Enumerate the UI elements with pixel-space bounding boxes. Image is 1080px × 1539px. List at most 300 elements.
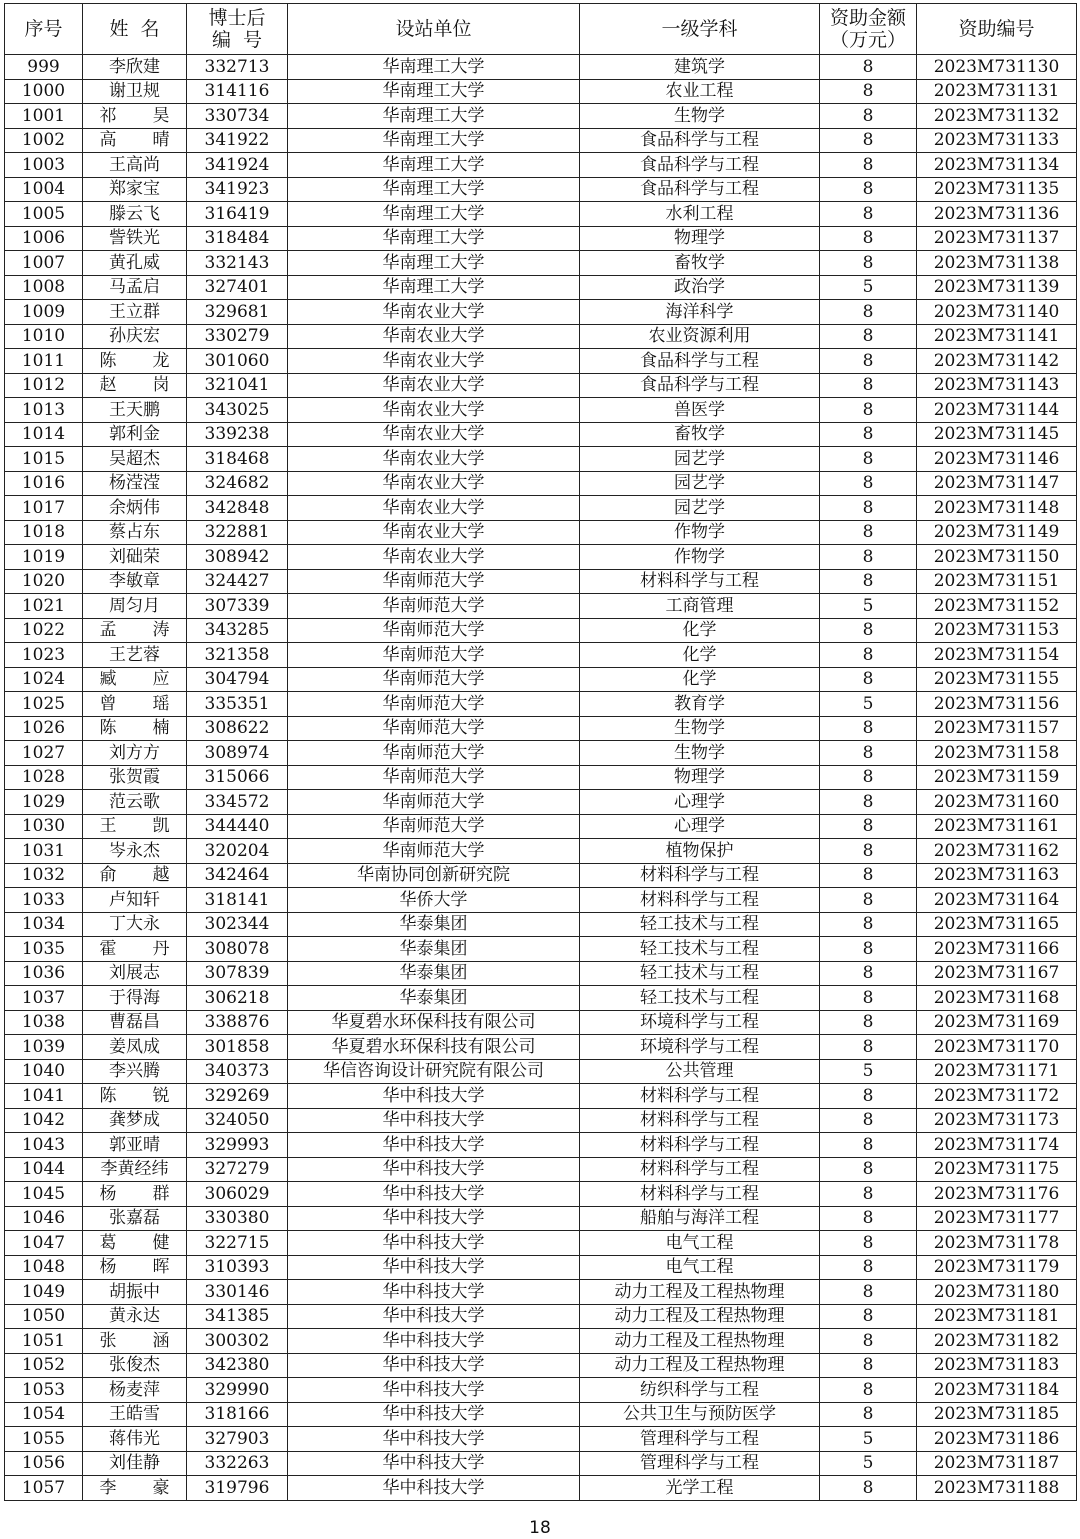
cell-postdoc-id: 341385 — [187, 1304, 288, 1329]
cell-discipline: 教育学 — [580, 692, 820, 717]
cell-discipline: 材料科学与工程 — [580, 1157, 820, 1182]
cell-name: 高 晴 — [83, 128, 187, 153]
cell-grant-no: 2023M731167 — [917, 961, 1077, 986]
cell-name: 王艺蓉 — [83, 643, 187, 668]
cell-unit: 华南理工大学 — [288, 79, 580, 104]
table-row — [5, 1402, 1077, 1427]
table-row — [5, 398, 1077, 423]
cell-amount: 8 — [820, 1182, 917, 1207]
cell-seq: 1020 — [5, 569, 83, 594]
cell-name: 刘佳静 — [83, 1451, 187, 1476]
cell-unit: 华南农业大学 — [288, 471, 580, 496]
cell-seq: 1057 — [5, 1476, 83, 1501]
cell-name: 王高尚 — [83, 153, 187, 178]
cell-unit: 华南师范大学 — [288, 667, 580, 692]
cell-seq: 1000 — [5, 79, 83, 104]
cell-name: 杨 晖 — [83, 1255, 187, 1280]
cell-name: 张嘉磊 — [83, 1206, 187, 1231]
cell-name: 俞 越 — [83, 863, 187, 888]
cell-postdoc-id: 341924 — [187, 153, 288, 178]
table-row — [5, 496, 1077, 521]
cell-grant-no: 2023M731143 — [917, 373, 1077, 398]
cell-discipline: 环境科学与工程 — [580, 1035, 820, 1060]
cell-discipline: 光学工程 — [580, 1476, 820, 1501]
cell-unit: 华南师范大学 — [288, 765, 580, 790]
cell-amount: 8 — [820, 128, 917, 153]
cell-amount: 5 — [820, 1059, 917, 1084]
cell-amount: 8 — [820, 1084, 917, 1109]
cell-postdoc-id: 339238 — [187, 422, 288, 447]
cell-seq: 1023 — [5, 643, 83, 668]
cell-discipline: 材料科学与工程 — [580, 1084, 820, 1109]
cell-grant-no: 2023M731153 — [917, 618, 1077, 643]
table-body — [5, 55, 1077, 1501]
cell-amount: 8 — [820, 790, 917, 815]
table-row — [5, 1157, 1077, 1182]
cell-amount: 5 — [820, 692, 917, 717]
header-grant-no: 资助编号 — [917, 4, 1077, 55]
cell-name: 张 涵 — [83, 1329, 187, 1354]
table-row — [5, 1353, 1077, 1378]
cell-discipline: 公共管理 — [580, 1059, 820, 1084]
cell-amount: 8 — [820, 1329, 917, 1354]
cell-postdoc-id: 327401 — [187, 275, 288, 300]
cell-seq: 1028 — [5, 765, 83, 790]
cell-name: 祁 昊 — [83, 104, 187, 129]
cell-postdoc-id: 318484 — [187, 226, 288, 251]
cell-name: 黄孔威 — [83, 251, 187, 276]
cell-name: 陈 楠 — [83, 716, 187, 741]
table-header-row — [5, 4, 1077, 55]
cell-seq: 1048 — [5, 1255, 83, 1280]
cell-grant-no: 2023M731141 — [917, 324, 1077, 349]
cell-unit: 华中科技大学 — [288, 1084, 580, 1109]
cell-amount: 8 — [820, 373, 917, 398]
cell-postdoc-id: 329990 — [187, 1378, 288, 1403]
cell-unit: 华南理工大学 — [288, 55, 580, 80]
cell-seq: 1049 — [5, 1280, 83, 1305]
cell-name: 霍 丹 — [83, 937, 187, 962]
table-row — [5, 202, 1077, 227]
table-row — [5, 937, 1077, 962]
cell-discipline: 管理科学与工程 — [580, 1451, 820, 1476]
cell-amount: 8 — [820, 349, 917, 374]
cell-amount: 8 — [820, 300, 917, 325]
cell-amount: 8 — [820, 863, 917, 888]
cell-grant-no: 2023M731182 — [917, 1329, 1077, 1354]
cell-discipline: 水利工程 — [580, 202, 820, 227]
cell-postdoc-id: 308942 — [187, 545, 288, 570]
header-postdoc-id-line2: 编 号 — [211, 29, 263, 51]
cell-unit: 华信咨询设计研究院有限公司 — [288, 1059, 580, 1084]
cell-postdoc-id: 330279 — [187, 324, 288, 349]
cell-name: 杨麦萍 — [83, 1378, 187, 1403]
cell-amount: 8 — [820, 153, 917, 178]
cell-seq: 1037 — [5, 986, 83, 1011]
cell-unit: 华中科技大学 — [288, 1108, 580, 1133]
cell-discipline: 轻工技术与工程 — [580, 986, 820, 1011]
cell-postdoc-id: 342464 — [187, 863, 288, 888]
cell-unit: 华南农业大学 — [288, 324, 580, 349]
cell-postdoc-id: 329269 — [187, 1084, 288, 1109]
cell-grant-no: 2023M731168 — [917, 986, 1077, 1011]
cell-postdoc-id: 307339 — [187, 594, 288, 619]
cell-grant-no: 2023M731174 — [917, 1133, 1077, 1158]
cell-amount: 8 — [820, 471, 917, 496]
cell-amount: 8 — [820, 202, 917, 227]
cell-discipline: 物理学 — [580, 226, 820, 251]
cell-grant-no: 2023M731166 — [917, 937, 1077, 962]
table-row — [5, 1255, 1077, 1280]
cell-amount: 8 — [820, 79, 917, 104]
cell-amount: 8 — [820, 447, 917, 472]
cell-discipline: 生物学 — [580, 741, 820, 766]
cell-unit: 华南农业大学 — [288, 422, 580, 447]
cell-seq: 1004 — [5, 177, 83, 202]
cell-seq: 1033 — [5, 888, 83, 913]
cell-discipline: 食品科学与工程 — [580, 153, 820, 178]
cell-grant-no: 2023M731169 — [917, 1010, 1077, 1035]
cell-seq: 1001 — [5, 104, 83, 129]
cell-discipline: 动力工程及工程热物理 — [580, 1353, 820, 1378]
cell-unit: 华中科技大学 — [288, 1231, 580, 1256]
cell-name: 于得海 — [83, 986, 187, 1011]
cell-seq: 1047 — [5, 1231, 83, 1256]
table-row — [5, 275, 1077, 300]
cell-postdoc-id: 338876 — [187, 1010, 288, 1035]
cell-grant-no: 2023M731130 — [917, 55, 1077, 80]
cell-discipline: 食品科学与工程 — [580, 349, 820, 374]
cell-name: 王皓雪 — [83, 1402, 187, 1427]
cell-discipline: 政治学 — [580, 275, 820, 300]
cell-unit: 华泰集团 — [288, 961, 580, 986]
cell-discipline: 海洋科学 — [580, 300, 820, 325]
table-row — [5, 153, 1077, 178]
cell-unit: 华南农业大学 — [288, 300, 580, 325]
cell-grant-no: 2023M731173 — [917, 1108, 1077, 1133]
cell-postdoc-id: 321041 — [187, 373, 288, 398]
cell-discipline: 纺织科学与工程 — [580, 1378, 820, 1403]
cell-discipline: 环境科学与工程 — [580, 1010, 820, 1035]
cell-discipline: 材料科学与工程 — [580, 863, 820, 888]
cell-postdoc-id: 327903 — [187, 1427, 288, 1452]
header-amount-line1: 资助金额 — [829, 7, 906, 29]
cell-grant-no: 2023M731178 — [917, 1231, 1077, 1256]
cell-unit: 华南理工大学 — [288, 153, 580, 178]
cell-name: 姜凤成 — [83, 1035, 187, 1060]
cell-seq: 1005 — [5, 202, 83, 227]
cell-discipline: 植物保护 — [580, 839, 820, 864]
cell-discipline: 公共卫生与预防医学 — [580, 1402, 820, 1427]
cell-name: 滕云飞 — [83, 202, 187, 227]
cell-grant-no: 2023M731147 — [917, 471, 1077, 496]
cell-grant-no: 2023M731156 — [917, 692, 1077, 717]
table-row — [5, 1133, 1077, 1158]
cell-grant-no: 2023M731179 — [917, 1255, 1077, 1280]
header-discipline: 一级学科 — [580, 4, 820, 55]
table-row — [5, 373, 1077, 398]
cell-postdoc-id: 306029 — [187, 1182, 288, 1207]
table-row — [5, 667, 1077, 692]
cell-name: 李兴腾 — [83, 1059, 187, 1084]
cell-name: 王天鹏 — [83, 398, 187, 423]
cell-grant-no: 2023M731148 — [917, 496, 1077, 521]
table-row — [5, 814, 1077, 839]
cell-seq: 1015 — [5, 447, 83, 472]
cell-seq: 1013 — [5, 398, 83, 423]
cell-grant-no: 2023M731149 — [917, 520, 1077, 545]
cell-discipline: 材料科学与工程 — [580, 888, 820, 913]
cell-seq: 1025 — [5, 692, 83, 717]
cell-grant-no: 2023M731170 — [917, 1035, 1077, 1060]
cell-unit: 华南理工大学 — [288, 226, 580, 251]
cell-name: 曾 瑶 — [83, 692, 187, 717]
cell-name: 訾铁光 — [83, 226, 187, 251]
cell-seq: 1050 — [5, 1304, 83, 1329]
cell-grant-no: 2023M731132 — [917, 104, 1077, 129]
cell-amount: 8 — [820, 324, 917, 349]
cell-amount: 8 — [820, 1108, 917, 1133]
cell-unit: 华南师范大学 — [288, 839, 580, 864]
cell-seq: 1021 — [5, 594, 83, 619]
cell-amount: 8 — [820, 1402, 917, 1427]
table-row — [5, 888, 1077, 913]
cell-postdoc-id: 318141 — [187, 888, 288, 913]
cell-postdoc-id: 343025 — [187, 398, 288, 423]
cell-discipline: 材料科学与工程 — [580, 1133, 820, 1158]
cell-grant-no: 2023M731186 — [917, 1427, 1077, 1452]
cell-name: 孟 涛 — [83, 618, 187, 643]
cell-seq: 1044 — [5, 1157, 83, 1182]
table-row — [5, 839, 1077, 864]
cell-amount: 8 — [820, 226, 917, 251]
table-row — [5, 1451, 1077, 1476]
cell-seq: 1041 — [5, 1084, 83, 1109]
cell-amount: 8 — [820, 1280, 917, 1305]
cell-amount: 8 — [820, 912, 917, 937]
cell-name: 杨滢滢 — [83, 471, 187, 496]
cell-postdoc-id: 343285 — [187, 618, 288, 643]
cell-name: 陈 龙 — [83, 349, 187, 374]
cell-amount: 8 — [820, 1353, 917, 1378]
cell-unit: 华南师范大学 — [288, 716, 580, 741]
cell-amount: 8 — [820, 55, 917, 80]
cell-postdoc-id: 300302 — [187, 1329, 288, 1354]
table-row — [5, 618, 1077, 643]
funding-list-table — [4, 3, 1077, 1501]
table-row — [5, 1010, 1077, 1035]
cell-name: 孙庆宏 — [83, 324, 187, 349]
cell-discipline: 园艺学 — [580, 471, 820, 496]
table-row — [5, 692, 1077, 717]
cell-amount: 5 — [820, 594, 917, 619]
cell-seq: 1036 — [5, 961, 83, 986]
table-row — [5, 520, 1077, 545]
cell-discipline: 畜牧学 — [580, 422, 820, 447]
cell-grant-no: 2023M731154 — [917, 643, 1077, 668]
cell-postdoc-id: 301858 — [187, 1035, 288, 1060]
cell-amount: 8 — [820, 961, 917, 986]
cell-postdoc-id: 315066 — [187, 765, 288, 790]
cell-discipline: 心理学 — [580, 814, 820, 839]
cell-grant-no: 2023M731163 — [917, 863, 1077, 888]
cell-postdoc-id: 329681 — [187, 300, 288, 325]
cell-postdoc-id: 307839 — [187, 961, 288, 986]
cell-seq: 1054 — [5, 1402, 83, 1427]
cell-name: 卢知轩 — [83, 888, 187, 913]
table-row — [5, 79, 1077, 104]
cell-name: 郭亚晴 — [83, 1133, 187, 1158]
table-row — [5, 1108, 1077, 1133]
cell-unit: 华南理工大学 — [288, 104, 580, 129]
table-row — [5, 961, 1077, 986]
cell-seq: 1006 — [5, 226, 83, 251]
cell-amount: 8 — [820, 716, 917, 741]
header-seq: 序号 — [5, 4, 83, 55]
cell-discipline: 电气工程 — [580, 1255, 820, 1280]
cell-name: 曹磊昌 — [83, 1010, 187, 1035]
cell-name: 李 豪 — [83, 1476, 187, 1501]
table-row — [5, 912, 1077, 937]
cell-unit: 华南理工大学 — [288, 128, 580, 153]
cell-unit: 华南农业大学 — [288, 373, 580, 398]
cell-grant-no: 2023M731187 — [917, 1451, 1077, 1476]
cell-grant-no: 2023M731134 — [917, 153, 1077, 178]
cell-postdoc-id: 342848 — [187, 496, 288, 521]
cell-postdoc-id: 330380 — [187, 1206, 288, 1231]
cell-unit: 华南农业大学 — [288, 349, 580, 374]
cell-discipline: 作物学 — [580, 545, 820, 570]
cell-grant-no: 2023M731138 — [917, 251, 1077, 276]
cell-grant-no: 2023M731155 — [917, 667, 1077, 692]
cell-amount: 8 — [820, 569, 917, 594]
cell-unit: 华侨大学 — [288, 888, 580, 913]
cell-grant-no: 2023M731140 — [917, 300, 1077, 325]
cell-amount: 8 — [820, 1304, 917, 1329]
cell-amount: 8 — [820, 520, 917, 545]
cell-discipline: 工商管理 — [580, 594, 820, 619]
cell-grant-no: 2023M731183 — [917, 1353, 1077, 1378]
table-row — [5, 1059, 1077, 1084]
cell-seq: 1045 — [5, 1182, 83, 1207]
cell-amount: 8 — [820, 618, 917, 643]
cell-unit: 华南师范大学 — [288, 741, 580, 766]
cell-amount: 5 — [820, 275, 917, 300]
table-row — [5, 349, 1077, 374]
header-unit: 设站单位 — [288, 4, 580, 55]
table-row — [5, 1304, 1077, 1329]
cell-unit: 华中科技大学 — [288, 1451, 580, 1476]
cell-amount: 8 — [820, 888, 917, 913]
cell-name: 杨 群 — [83, 1182, 187, 1207]
header-postdoc-id-line1: 博士后 — [208, 7, 266, 29]
table-row — [5, 741, 1077, 766]
cell-grant-no: 2023M731157 — [917, 716, 1077, 741]
table-row — [5, 128, 1077, 153]
table-row — [5, 324, 1077, 349]
cell-postdoc-id: 318468 — [187, 447, 288, 472]
cell-unit: 华夏碧水环保科技有限公司 — [288, 1010, 580, 1035]
cell-discipline: 轻工技术与工程 — [580, 912, 820, 937]
cell-amount: 8 — [820, 1206, 917, 1231]
cell-grant-no: 2023M731136 — [917, 202, 1077, 227]
table-row — [5, 765, 1077, 790]
cell-unit: 华南师范大学 — [288, 643, 580, 668]
cell-unit: 华中科技大学 — [288, 1402, 580, 1427]
cell-postdoc-id: 316419 — [187, 202, 288, 227]
cell-name: 李敏章 — [83, 569, 187, 594]
table-row — [5, 422, 1077, 447]
cell-amount: 8 — [820, 1010, 917, 1035]
cell-grant-no: 2023M731142 — [917, 349, 1077, 374]
cell-grant-no: 2023M731151 — [917, 569, 1077, 594]
cell-postdoc-id: 301060 — [187, 349, 288, 374]
cell-discipline: 化学 — [580, 667, 820, 692]
cell-postdoc-id: 324427 — [187, 569, 288, 594]
cell-discipline: 船舶与海洋工程 — [580, 1206, 820, 1231]
cell-postdoc-id: 306218 — [187, 986, 288, 1011]
cell-grant-no: 2023M731164 — [917, 888, 1077, 913]
cell-seq: 1019 — [5, 545, 83, 570]
cell-postdoc-id: 308078 — [187, 937, 288, 962]
cell-name: 葛 健 — [83, 1231, 187, 1256]
cell-discipline: 材料科学与工程 — [580, 1182, 820, 1207]
cell-name: 刘础荣 — [83, 545, 187, 570]
table-row — [5, 104, 1077, 129]
table-row — [5, 1084, 1077, 1109]
cell-grant-no: 2023M731165 — [917, 912, 1077, 937]
cell-unit: 华南师范大学 — [288, 790, 580, 815]
cell-postdoc-id: 330146 — [187, 1280, 288, 1305]
cell-postdoc-id: 304794 — [187, 667, 288, 692]
cell-postdoc-id: 319796 — [187, 1476, 288, 1501]
header-amount-line2: （万元） — [829, 29, 906, 51]
cell-grant-no: 2023M731177 — [917, 1206, 1077, 1231]
cell-unit: 华泰集团 — [288, 912, 580, 937]
cell-grant-no: 2023M731181 — [917, 1304, 1077, 1329]
cell-seq: 1052 — [5, 1353, 83, 1378]
cell-discipline: 农业资源利用 — [580, 324, 820, 349]
cell-amount: 8 — [820, 1255, 917, 1280]
cell-unit: 华夏碧水环保科技有限公司 — [288, 1035, 580, 1060]
cell-amount: 8 — [820, 1378, 917, 1403]
cell-amount: 8 — [820, 986, 917, 1011]
cell-unit: 华南协同创新研究院 — [288, 863, 580, 888]
cell-grant-no: 2023M731180 — [917, 1280, 1077, 1305]
cell-amount: 8 — [820, 251, 917, 276]
cell-grant-no: 2023M731184 — [917, 1378, 1077, 1403]
cell-name: 蔡占东 — [83, 520, 187, 545]
cell-discipline: 材料科学与工程 — [580, 1108, 820, 1133]
cell-discipline: 食品科学与工程 — [580, 373, 820, 398]
table-row — [5, 447, 1077, 472]
cell-discipline: 兽医学 — [580, 398, 820, 423]
cell-seq: 1051 — [5, 1329, 83, 1354]
cell-unit: 华南农业大学 — [288, 447, 580, 472]
cell-discipline: 园艺学 — [580, 496, 820, 521]
cell-unit: 华中科技大学 — [288, 1280, 580, 1305]
cell-unit: 华中科技大学 — [288, 1378, 580, 1403]
cell-discipline: 生物学 — [580, 716, 820, 741]
cell-grant-no: 2023M731133 — [917, 128, 1077, 153]
table-row — [5, 716, 1077, 741]
cell-amount: 8 — [820, 398, 917, 423]
cell-grant-no: 2023M731161 — [917, 814, 1077, 839]
cell-postdoc-id: 344440 — [187, 814, 288, 839]
cell-grant-no: 2023M731176 — [917, 1182, 1077, 1207]
cell-discipline: 电气工程 — [580, 1231, 820, 1256]
table-row — [5, 545, 1077, 570]
